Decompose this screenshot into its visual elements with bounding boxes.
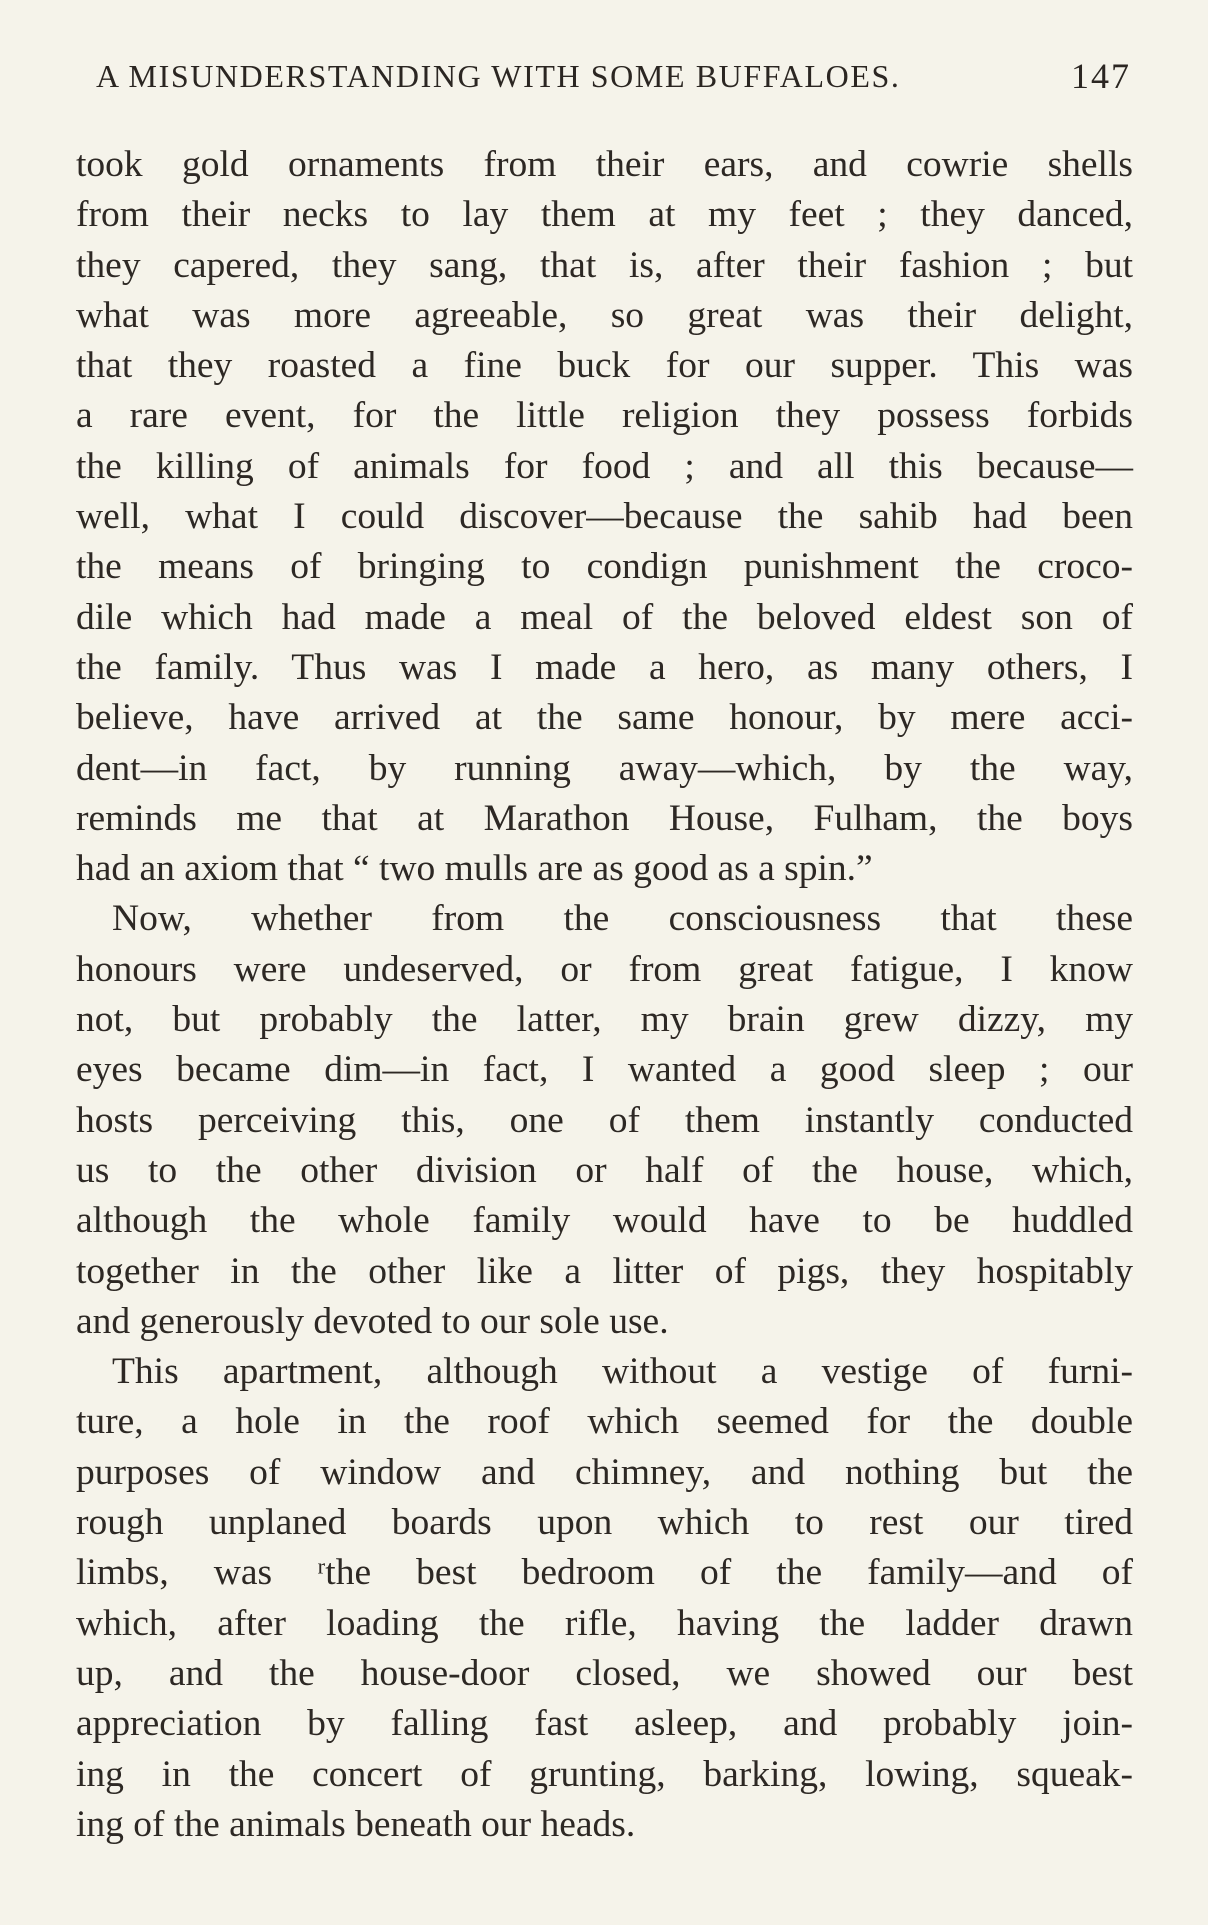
- text-line: not, but probably the latter, my brain grew dizzy, my: [76, 999, 1133, 1041]
- text-line: the means of bringing to condign punishment the croco-: [76, 546, 1133, 588]
- text-line: they capered, they sang, that is, after their fashion ; but: [76, 244, 1133, 286]
- text-line: which, after loading the rifle, having the ladder drawn: [76, 1602, 1133, 1644]
- text-line: from their necks to lay them at my feet ; they danced,: [76, 194, 1133, 236]
- text-line: and generously devoted to our sole use.: [76, 1300, 669, 1342]
- text-line: up, and the house-door closed, we showed our best: [76, 1652, 1133, 1694]
- chapter-title: A MISUNDERSTANDING WITH SOME BUFFALOES.: [96, 58, 901, 94]
- text-line: eyes became dim—in fact, I wanted a good sleep ; our: [76, 1049, 1133, 1091]
- text-line: ing in the concert of grunting, barking, lowing, squeak-: [76, 1753, 1133, 1795]
- text-line: honours were undeserved, or from great fatigue, I know: [76, 948, 1133, 990]
- text-line: had an axiom that “ two mulls are as good as a spin.”: [76, 848, 873, 890]
- text-line: This apartment, although without a vestige of furni-: [112, 1351, 1133, 1393]
- text-line: the killing of animals for food ; and all this because—: [76, 445, 1133, 487]
- page-number: 147: [1071, 56, 1131, 96]
- text-line: believe, have arrived at the same honour, by mere acci-: [76, 697, 1133, 739]
- text-line: Now, whether from the consciousness that these: [112, 898, 1133, 940]
- text-line: well, what I could discover—because the sahib had been: [76, 496, 1133, 538]
- text-line: hosts perceiving this, one of them instantly conducted: [76, 1099, 1133, 1141]
- text-line: although the whole family would have to be huddled: [76, 1200, 1133, 1242]
- text-line: reminds me that at Marathon House, Fulham, the boys: [76, 797, 1133, 839]
- text-line: a rare event, for the little religion they possess forbids: [76, 395, 1133, 437]
- text-line: what was more agreeable, so great was their delight,: [76, 294, 1133, 336]
- text-line: dile which had made a meal of the beloved eldest son of: [76, 596, 1133, 638]
- text-line: rough unplaned boards upon which to rest our tired: [76, 1502, 1133, 1544]
- text-line: the family. Thus was I made a hero, as many others, I: [76, 646, 1133, 688]
- body-text: [76, 140, 1133, 1850]
- text-line: ture, a hole in the roof which seemed for the double: [76, 1401, 1133, 1443]
- text-line: dent—in fact, by running away—which, by the way,: [76, 747, 1133, 789]
- running-head: [96, 54, 1131, 98]
- text-line: took gold ornaments from their ears, and cowrie shells: [76, 144, 1133, 185]
- text-line: appreciation by falling fast asleep, and probably join-: [76, 1703, 1133, 1745]
- text-line: ing of the animals beneath our heads.: [76, 1803, 636, 1845]
- text-line: limbs, was ʳthe best bedroom of the family—and of: [76, 1552, 1133, 1594]
- text-line: us to the other division or half of the house, which,: [76, 1149, 1133, 1191]
- text-line: purposes of window and chimney, and nothing but the: [76, 1451, 1133, 1493]
- text-line: that they roasted a fine buck for our supper. This was: [76, 345, 1133, 387]
- text-line: together in the other like a litter of pigs, they hospitably: [76, 1250, 1133, 1292]
